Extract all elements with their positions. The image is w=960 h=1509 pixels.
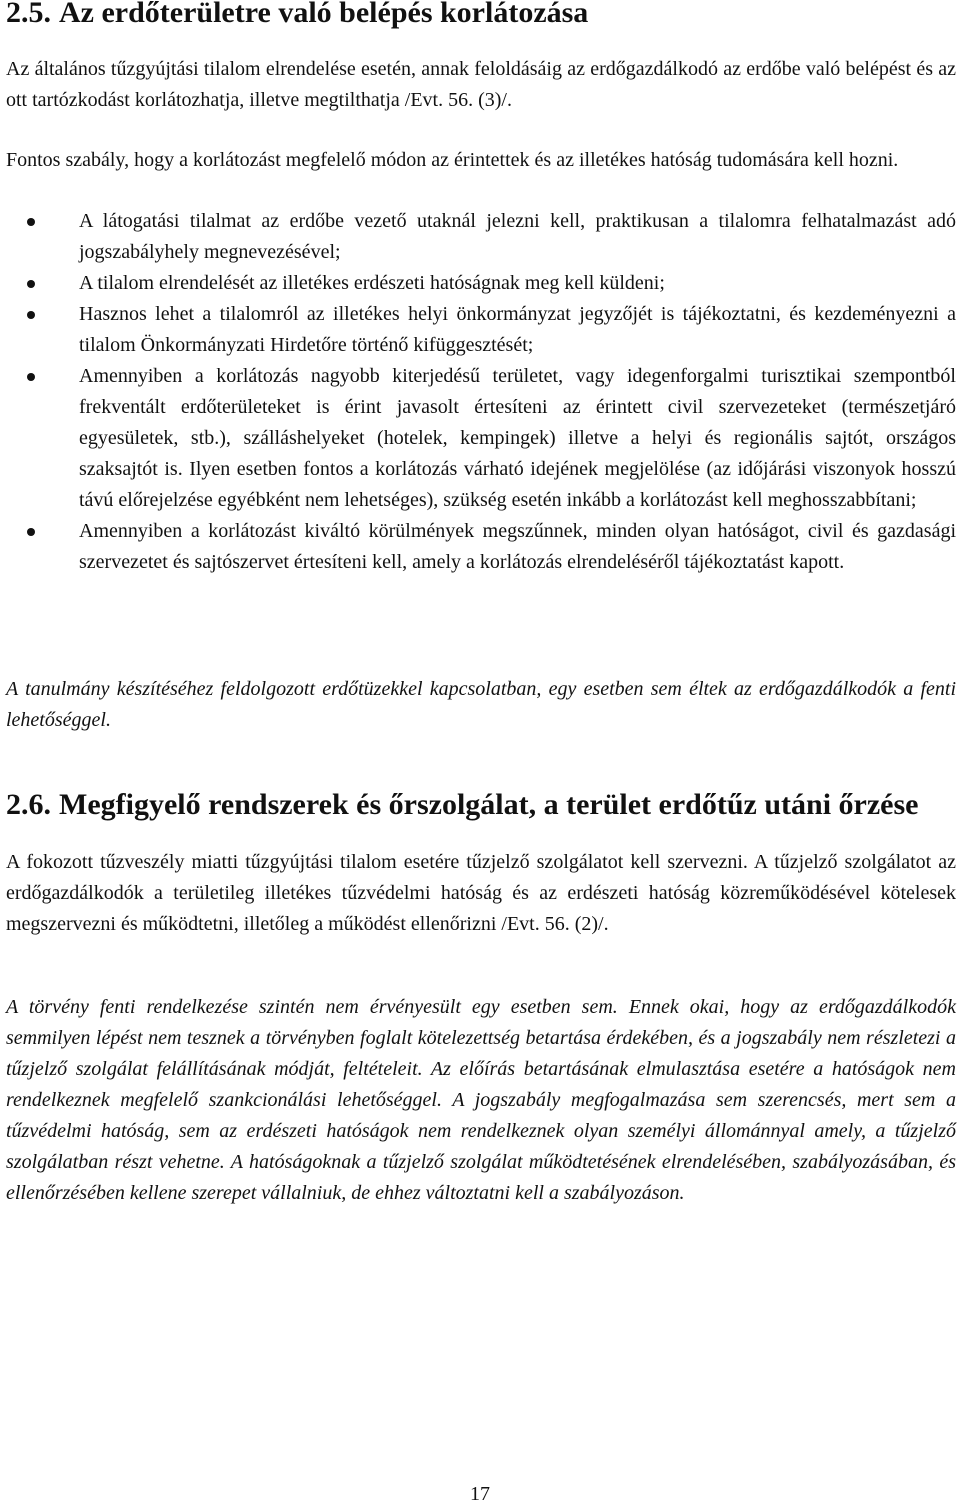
list-item-text: A tilalom elrendelését az illetékes erdészeti hatóságnak meg kell küldeni; <box>79 272 665 294</box>
note-paragraph-2-6: A törvény fenti rendelkezése szintén nem érvényesült egy esetben sem. Ennek okai, hogy az erdőgazdálkodók semmilyen lépést nem tesznek a törvényben foglalt kötelezettség betartása érdekében, és a jogszabály nem részletezi a tűzjelző szolgálat felállításának módját, feltételeit. Az előírás betartásának elmulasztása esetére a hatóságok nem rendelkeznek megfelelő szankcionálási lehetőséggel. A jogszabály megfogalmazása sem szerencsés, mert sem a tűzvédelmi hatóság, sem az erdészeti hatóságok nem rendelkeznek olyan személyi állománnyal amely, a tűzjelző szolgálatban részt vehetne. A hatóságoknak a tűzjelző szolgálat működtetésének elrendelésében, szabályozásában, és ellenőrzésében kellene szerepet vállalniuk, de ehhez változtatni kell a szabályozáson. <box>6 996 956 1204</box>
section-number: 2.6. <box>6 788 51 821</box>
list-item <box>6 361 956 516</box>
paragraph-fontos-szabaly: Fontos szabály, hogy a korlátozást megfelelő módon az érintettek és az illetékes hatóság tudomására kell hozni. <box>6 149 899 171</box>
section-heading-2-5 <box>6 0 588 28</box>
section-title: Megfigyelő rendszerek és őrszolgálat, a terület erdőtűz utáni őrzése <box>59 788 919 821</box>
paragraph-tuzjelzo-szolgalat: A fokozott tűzveszély miatti tűzgyújtási tilalom esetére tűzjelző szolgálatot kell szervezni. A tűzjelző szolgálatot az erdőgazdálkodók a területileg illetékes tűzvédelmi hatóság és az erdészeti hatóság közreműködésével kötelesek megszervezni és működtetni, illetőleg a működést ellenőrizni /Evt. 56. (2)/. <box>6 851 956 935</box>
bullet-icon <box>27 311 35 319</box>
list-item <box>6 268 956 299</box>
list-item-text: Amennyiben a korlátozás nagyobb kiterjedésű területet, vagy idegenforgalmi turisztikai szempontból frekventált erdőterületeket is érint javasolt értesíteni az érintett civil szervezeteket (természetjáró egyesületek, stb.), szálláshelyeket (hotelek, kempingek) illetve a helyi és regionális sajtót, országos szaksajtót is. Ilyen esetben fontos a korlátozás várható idejének megjelölése (az időjárási viszonyok hosszú távú előrejelzése egyébként nem lehetséges), szükség esetén inkább a korlátozást kell meghosszabbítani; <box>79 365 956 511</box>
paragraph-belepes-korlatozas: Az általános tűzgyújtási tilalom elrendelése esetén, annak feloldásáig az erdőgazdálkodó az erdőbe való belépést és az ott tartózkodást korlátozhatja, illetve megtilthatja /Evt. 56. (3)/. <box>6 58 956 111</box>
list-item <box>6 516 956 578</box>
list-item-text: Amennyiben a korlátozást kiváltó körülmények megszűnnek, minden olyan hatóságot, civil és gazdasági szervezetet és sajtószervet értesíteni kell, amely a korlátozás elrendeléséről tájékoztatást kapott. <box>79 520 956 573</box>
page-number: 17 <box>470 1483 490 1505</box>
list-item <box>6 299 956 361</box>
list-item-text: Hasznos lehet a tilalomról az illetékes helyi önkormányzat jegyzőjét is tájékoztatni, és kezdeményezni a tilalom Önkormányzati Hirdetőre történő kifüggesztését; <box>79 303 956 356</box>
list-item <box>6 206 956 268</box>
bullet-list <box>6 206 956 578</box>
bullet-icon <box>27 280 35 288</box>
bullet-icon <box>27 373 35 381</box>
list-item-text: A látogatási tilalmat az erdőbe vezető utaknál jelezni kell, praktikusan a tilalomra felhatalmazást adó jogszabályhely megnevezésével; <box>79 210 956 263</box>
section-number: 2.5. <box>6 0 51 29</box>
section-heading-2-6 <box>6 789 918 820</box>
note-paragraph-2-5: A tanulmány készítéséhez feldolgozott erdőtüzekkel kapcsolatban, egy esetben sem éltek az erdőgazdálkodók a fenti lehetőséggel. <box>6 678 956 731</box>
section-title: Az erdőterületre való belépés korlátozása <box>59 0 589 29</box>
bullet-icon <box>27 218 35 226</box>
bullet-icon <box>27 528 35 536</box>
